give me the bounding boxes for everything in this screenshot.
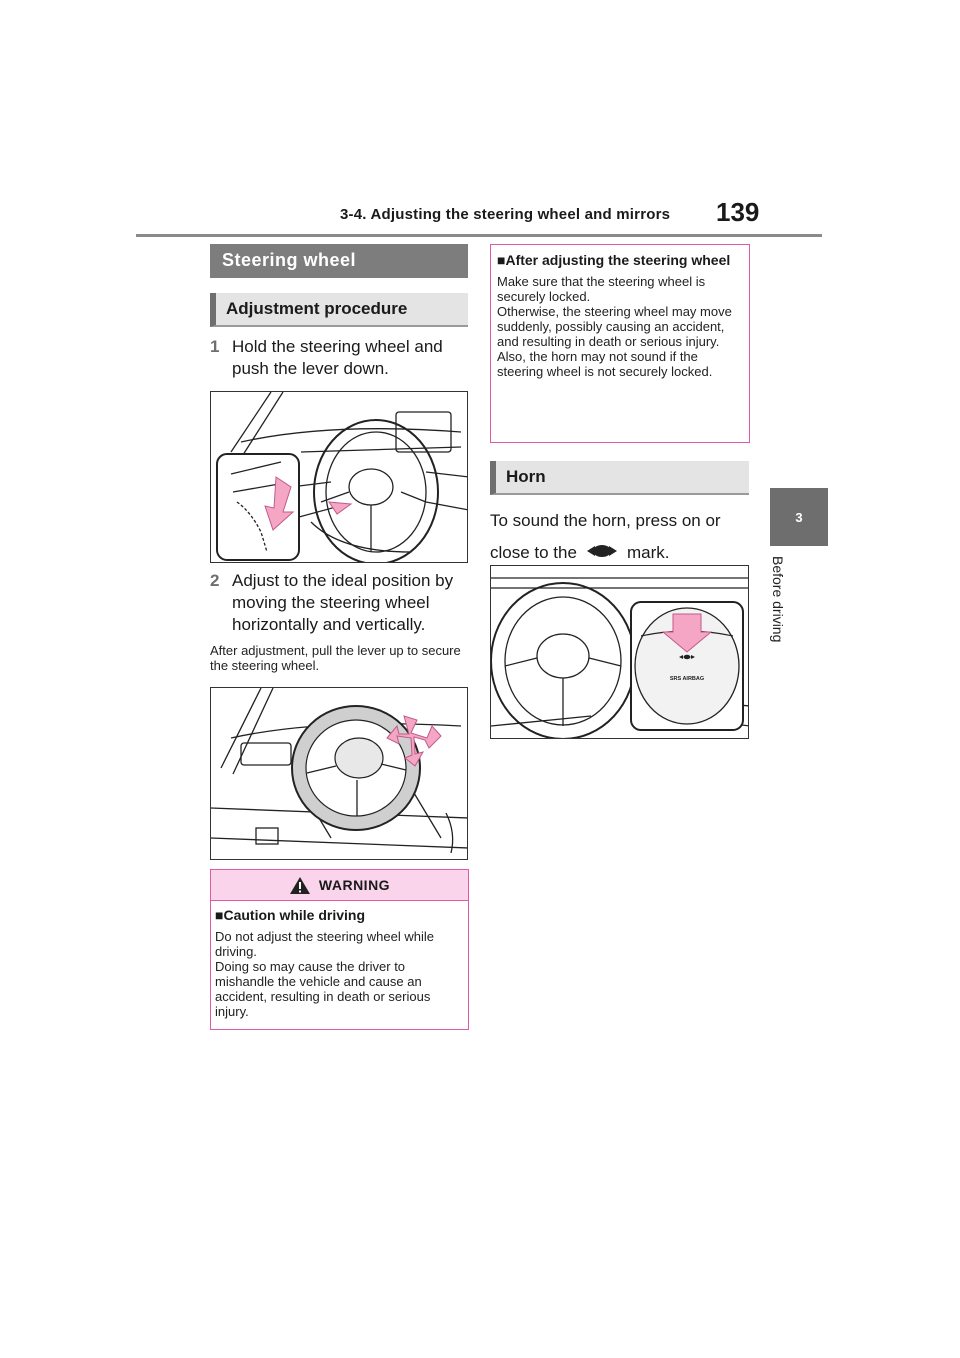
chapter-label: Before driving [770, 556, 786, 643]
header-divider [136, 234, 822, 237]
step-1-text: Hold the steering wheel and push the lever down. [232, 337, 443, 378]
warning-header [211, 870, 468, 901]
after-adjusting-subheading: ■After adjusting the steering wheel [497, 252, 731, 268]
step-1 [210, 336, 468, 380]
running-header-title: 3-4. Adjusting the steering wheel and mirrors [340, 206, 671, 223]
figure-wheel-adjust-position [210, 687, 468, 860]
page-number: 139 [716, 197, 760, 227]
chapter-tab[interactable]: 3 [770, 488, 828, 546]
after-adjustment-note: After adjustment, pull the lever up to secure the steering wheel. [210, 643, 461, 673]
illustration-horn [491, 566, 749, 739]
figure-horn-location [490, 565, 749, 739]
warning-body [211, 901, 468, 1025]
figure-lever-push-down [210, 391, 468, 563]
warning-label: WARNING [318, 877, 391, 893]
horn-text-after: mark. [626, 543, 670, 562]
warning-text: Do not adjust the steering wheel while driving. Doing so may cause the driver to mishandle the vehicle and cause an accident, resulting in death or serious injury. [215, 929, 434, 1019]
horn-instruction [490, 505, 750, 570]
srs-airbag-label: SRS AIRBAG [669, 676, 705, 682]
step-1-number: 1 [210, 337, 220, 356]
warning-subheading: ■Caution while driving [215, 907, 366, 923]
step-2-text: Adjust to the ideal position by moving the steering wheel horizontally and vertically. [232, 571, 454, 634]
warning-box [210, 869, 469, 1030]
subsection-title-horn: Horn [490, 461, 749, 495]
section-title-steering-wheel: Steering wheel [210, 244, 468, 278]
illustration-steering-lever [211, 392, 468, 563]
subsection-title-adjustment: Adjustment procedure [210, 293, 468, 327]
after-adjusting-text: Make sure that the steering wheel is securely locked. Otherwise, the steering wheel may move suddenly, possibly causing an accident, and resulting in death or serious injury. Also, the horn may not sound if the steering wheel is not securely locked. [497, 274, 732, 379]
illustration-steering-adjust [211, 688, 468, 860]
warning-triangle-icon [289, 876, 311, 895]
horn-text-before: To sound the horn, press on or close to the [490, 511, 721, 562]
step-2-number: 2 [210, 571, 220, 590]
zoom-inset [217, 454, 299, 560]
step-2 [210, 570, 468, 636]
after-adjusting-box [490, 244, 750, 443]
